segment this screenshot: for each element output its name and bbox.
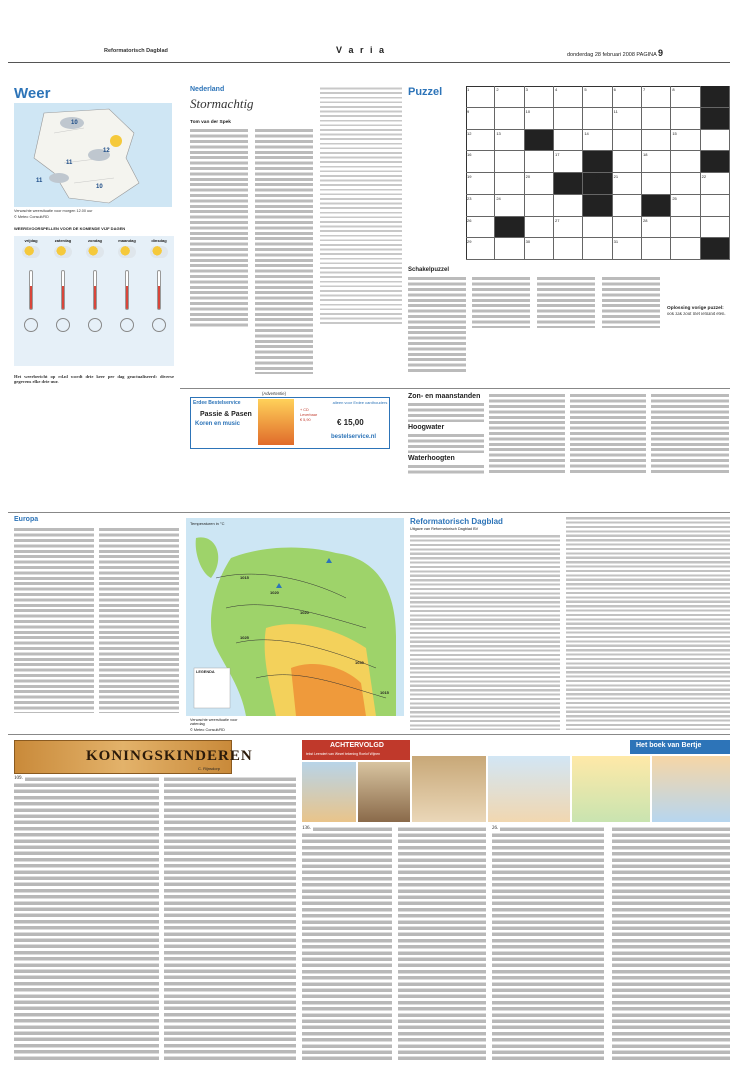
puzzle-cell[interactable]: [554, 238, 583, 260]
puzzle-cell[interactable]: 7: [642, 86, 671, 108]
forecast-day: maandag: [112, 238, 142, 332]
puzzle-cell[interactable]: 19: [466, 173, 495, 195]
story-2-col-2: [398, 826, 486, 1060]
puzzle-cell[interactable]: [495, 217, 524, 239]
puzzle-cell[interactable]: [525, 130, 554, 152]
puzzle-cell[interactable]: 17: [554, 151, 583, 173]
puzzle-cell[interactable]: [583, 151, 612, 173]
puzzle-cell[interactable]: [554, 130, 583, 152]
forecast-day: zaterdag: [48, 238, 78, 332]
wind-icon: [88, 318, 102, 332]
achter-panel-3: [412, 756, 486, 822]
header-section: V a r i a: [336, 45, 387, 55]
puzzle-cell[interactable]: 18: [642, 151, 671, 173]
bertje-panel-2: [652, 756, 730, 822]
puzzle-cell[interactable]: 12: [466, 130, 495, 152]
ad-product: Passie & Pasen: [200, 411, 252, 418]
puzzle-cell[interactable]: [701, 130, 730, 152]
puzzle-cell[interactable]: [613, 195, 642, 217]
puzzle-cell[interactable]: 30: [525, 238, 554, 260]
puzzle-cell[interactable]: [701, 151, 730, 173]
sun-cloud-icon: [22, 246, 40, 258]
puzzle-cell[interactable]: 5: [583, 86, 612, 108]
europa-kicker: Europa: [14, 516, 39, 523]
puzzle-cell[interactable]: [671, 173, 700, 195]
bertje-panel-1: [572, 756, 650, 822]
station-table: [320, 86, 402, 326]
ad-url[interactable]: bestelservice.nl: [331, 434, 377, 440]
bertje-panel-3: [488, 756, 570, 822]
header-date: donderdag 28 februari 2008 PAGINA 9: [567, 48, 664, 58]
story-3-col-2: [612, 826, 730, 1060]
wind-icon: [152, 318, 166, 332]
comic-panel-1: [302, 762, 356, 822]
thermometer-icon: [29, 270, 33, 310]
europe-map: [186, 518, 404, 716]
puzzle-cell[interactable]: [495, 151, 524, 173]
puzzle-cell[interactable]: 1: [466, 86, 495, 108]
hoogwater-title: Hoogwater: [408, 424, 445, 431]
puzzle-cell[interactable]: 27: [554, 217, 583, 239]
nederland-author: Tom van der Spek: [190, 120, 231, 125]
ad-brand: Erdee Bestelservice: [193, 400, 241, 406]
colophon-title: Reformatorisch Dagblad: [410, 517, 503, 526]
puzzle-cell[interactable]: [583, 238, 612, 260]
puzzle-cell[interactable]: 22: [701, 173, 730, 195]
puzzle-cell[interactable]: [525, 151, 554, 173]
forecast-day: vrijdag: [16, 238, 46, 332]
forecast-day: zondag: [80, 238, 110, 332]
weather-map: [14, 103, 172, 207]
puzzle-cell[interactable]: 24: [495, 195, 524, 217]
puzzle-cell[interactable]: 9: [466, 108, 495, 130]
colophon-body-2: [566, 516, 730, 730]
puzzle-cell[interactable]: [642, 173, 671, 195]
puzzle-diamond: ❖: [593, 172, 602, 182]
puzzle-cell[interactable]: [525, 195, 554, 217]
sun-cloud-icon: [54, 246, 72, 258]
puzzle-cell[interactable]: 4: [554, 86, 583, 108]
puzzle-cell[interactable]: [554, 108, 583, 130]
puzzle-cell[interactable]: [554, 195, 583, 217]
solution-label: Oplossing vorige puzzel:: [667, 306, 724, 311]
puzzle-cell[interactable]: [525, 217, 554, 239]
koningskinderen-title: KONINGSKINDEREN: [86, 748, 253, 764]
puzzle-cell[interactable]: 28: [642, 217, 671, 239]
puzzle-cell[interactable]: 8: [671, 86, 700, 108]
nederland-body-2: [255, 128, 313, 374]
sun-cloud-icon: [86, 246, 104, 258]
ad-price: € 15,00: [337, 418, 364, 427]
waterhoogten-title: Waterhoogten: [408, 455, 455, 462]
puzzle-cell[interactable]: 14: [583, 130, 612, 152]
forecast-day: dinsdag: [144, 238, 174, 332]
puzzle-cell[interactable]: 15: [671, 130, 700, 152]
puzzle-cell[interactable]: [671, 217, 700, 239]
puzzle-cell[interactable]: [671, 151, 700, 173]
puzzle-cell[interactable]: [701, 108, 730, 130]
puzzel-subtitle: Schakelpuzzel: [408, 267, 450, 273]
ad-cd-cover: [258, 399, 294, 445]
thermometer-icon: [61, 270, 65, 310]
comic-panel-2: [358, 762, 410, 822]
puzzle-cell[interactable]: [671, 238, 700, 260]
zon-title: Zon- en maanstanden: [408, 393, 481, 400]
puzzle-cell[interactable]: 2: [495, 86, 524, 108]
puzzle-cell[interactable]: [701, 195, 730, 217]
header-paper: Reformatorisch Dagblad: [104, 48, 168, 54]
puzzle-cell[interactable]: 11: [613, 108, 642, 130]
nederland-kicker: Nederland: [190, 86, 225, 93]
story-1-col-2: [164, 776, 296, 1060]
puzzle-cell[interactable]: 10: [525, 108, 554, 130]
puzzle-cell[interactable]: [701, 238, 730, 260]
puzzel-title: Puzzel: [408, 86, 443, 98]
puzzle-cell[interactable]: [583, 217, 612, 239]
wind-icon: [120, 318, 134, 332]
puzzle-cell[interactable]: [583, 108, 612, 130]
story-2-col-1: [302, 826, 392, 1060]
puzzle-cell[interactable]: [613, 151, 642, 173]
puzzle-cell[interactable]: [671, 108, 700, 130]
puzzle-cell[interactable]: [495, 108, 524, 130]
forecast-label: WEERSVOORSPELLEN VOOR DE KOMENDE VIJF DAGEN: [14, 226, 126, 231]
puzzle-cell[interactable]: 6: [613, 86, 642, 108]
thermometer-icon: [93, 270, 97, 310]
ad-price-label: alleen voor Erdee cardhouders: [332, 400, 388, 405]
europe-legend: LEGENDA: [196, 670, 215, 674]
puzzle-cell[interactable]: [701, 86, 730, 108]
puzzle-cell[interactable]: [495, 173, 524, 195]
europe-map-caption: Temperaturen in °C: [190, 521, 225, 526]
sun-cloud-icon: [150, 246, 168, 258]
puzzle-cell[interactable]: 13: [495, 130, 524, 152]
thermometer-icon: [125, 270, 129, 310]
wind-icon: [56, 318, 70, 332]
puzzle-cell[interactable]: 26: [466, 217, 495, 239]
puzzle-cell[interactable]: 23: [466, 195, 495, 217]
weather-title: Weer: [14, 85, 51, 102]
puzzle-cell[interactable]: [554, 173, 583, 195]
map-caption: Verwachte weersituatie voor morgen 12.00 uur: [14, 209, 93, 213]
nederland-body-1: [190, 128, 248, 328]
story-1-col-1: [14, 776, 159, 1060]
puzzle-cell[interactable]: [642, 238, 671, 260]
puzzle-cell[interactable]: 16: [466, 151, 495, 173]
weather-caption: Het weerbericht op rd.nl wordt drie keer per dag geactualiseerd: diverse gegevens elke drie uur.: [14, 374, 174, 385]
puzzle-cell[interactable]: 31: [613, 238, 642, 260]
puzzle-cell[interactable]: 25: [671, 195, 700, 217]
puzzle-cell[interactable]: [642, 108, 671, 130]
puzzle-cell[interactable]: [495, 238, 524, 260]
puzzle-cell[interactable]: 21: [613, 173, 642, 195]
thermometer-icon: [157, 270, 161, 310]
puzzle-cell[interactable]: [642, 130, 671, 152]
solution-text: ook zak zout met iemand eten.: [667, 312, 726, 317]
puzzle-cell[interactable]: 20: [525, 173, 554, 195]
puzzle-cell[interactable]: [583, 195, 612, 217]
puzzle-cell[interactable]: [613, 217, 642, 239]
puzzle-cell[interactable]: 3: [525, 86, 554, 108]
story-3-col-1: [492, 826, 604, 1060]
puzzle-cell[interactable]: [701, 217, 730, 239]
puzzle-cell[interactable]: [642, 195, 671, 217]
colophon-body: [410, 534, 560, 730]
puzzle-cell[interactable]: 29: [466, 238, 495, 260]
wind-icon: [24, 318, 38, 332]
nederland-title: Stormachtig: [190, 96, 254, 111]
puzzle-cell[interactable]: [613, 130, 642, 152]
sun-cloud-icon: [118, 246, 136, 258]
